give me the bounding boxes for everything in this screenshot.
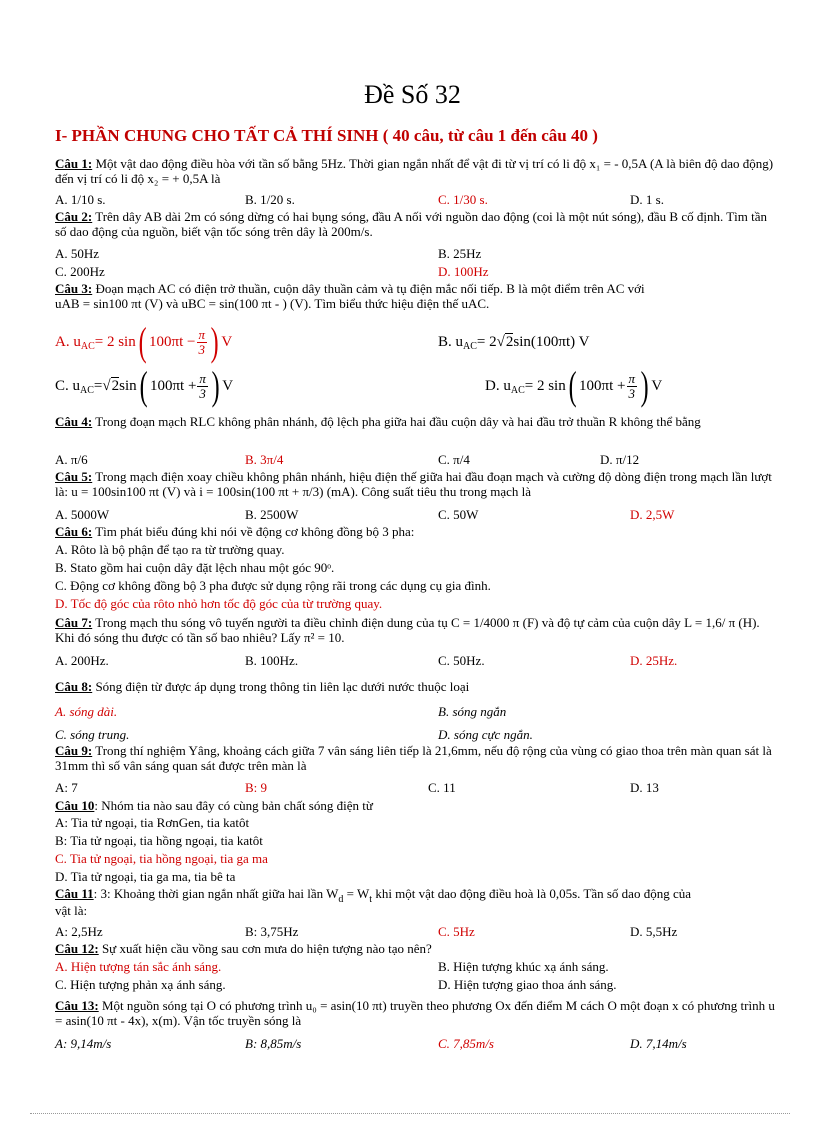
option-c: C. Tia tử ngoại, tia hồng ngoại, tia ga ma	[55, 851, 268, 866]
options-row	[55, 924, 777, 939]
page-title: Đề Số 32	[364, 80, 461, 109]
question-text: : Nhóm tia nào sau đây có cùng bản chất sóng điện từ	[94, 798, 373, 813]
question-label: Câu 5:	[55, 469, 93, 484]
option-c: C. 50Hz.	[438, 653, 485, 668]
option-d: D. 13	[630, 780, 659, 795]
page-footer-divider	[30, 1113, 790, 1114]
question-2	[55, 209, 777, 239]
question-label: Câu 1:	[55, 156, 93, 171]
option-d: D. 7,14m/s	[630, 1036, 687, 1051]
option-c: C. Động cơ không đồng bộ 3 pha được sử dụng rộng rãi trong các dụng cụ gia đình.	[55, 578, 491, 593]
option-a: A. 1/10 s.	[55, 192, 106, 207]
question-10	[55, 798, 777, 813]
question-label: Câu 2:	[55, 209, 93, 224]
option-b: B. Stato gồm hai cuộn dây đặt lệch nhau một góc 90ᵒ.	[55, 560, 335, 575]
question-12	[55, 941, 777, 956]
option-b: B. 3π/4	[245, 452, 284, 467]
option-d: D. Tốc độ góc của rôto nhỏ hơn tốc độ góc của từ trường quay.	[55, 596, 383, 611]
question-4	[55, 414, 777, 429]
question-13	[55, 998, 777, 1028]
question-label: Câu 12:	[55, 941, 99, 956]
option-a: A: 9,14m/s	[55, 1036, 112, 1051]
option-b: B. 100Hz.	[245, 653, 299, 668]
option-b: B: 9	[245, 780, 268, 795]
options-row	[55, 780, 777, 795]
option-b: B. sóng ngắn	[438, 704, 507, 719]
options-row	[55, 1036, 777, 1051]
option-c: C. π/4	[438, 452, 470, 467]
question-text: Đoạn mạch AC có điện trở thuần, cuộn dây thuần cảm và tụ điện mắc nối tiếp. B là một điểm trên AC với	[92, 281, 645, 296]
question-label: Câu 4:	[55, 414, 93, 429]
option-c: C. 11	[428, 780, 456, 795]
option-a: A: Tia tử ngoại, tia RơnGen, tia katôt	[55, 815, 250, 830]
question-6	[55, 524, 777, 539]
question-8	[55, 679, 777, 694]
options-row	[55, 977, 777, 992]
question-text: Trên dây AB dài 2m có sóng dừng có hai bụng sóng, đầu A nối với nguồn dao động (coi là một nút sóng), đầu B cố định. Tìm tần số dao động của nguồn, biết vận tốc sóng trên dây là 200m/s.	[55, 209, 768, 240]
question-label: Câu 9:	[55, 743, 93, 758]
question-label: Câu 3:	[55, 281, 93, 296]
option-d: D. 2,5W	[630, 507, 675, 522]
options-row	[55, 452, 777, 467]
question-11	[55, 886, 777, 918]
option-a: A. 5000W	[55, 507, 110, 522]
option-d: D. 1 s.	[630, 192, 664, 207]
question-label: Câu 6:	[55, 524, 93, 539]
formula-row	[55, 318, 777, 366]
options-row	[55, 959, 777, 974]
option-b: B. u AC = 2 √ 2 sin(100πt) V	[438, 333, 590, 352]
question-text: Tìm phát biểu đúng khi nói về động cơ không đồng bộ 3 pha:	[92, 524, 415, 539]
option-c: C. 1/30 s.	[438, 192, 488, 207]
options-row	[55, 653, 777, 668]
option-a: A: 7	[55, 780, 78, 795]
question-1	[55, 156, 777, 186]
question-7	[55, 615, 777, 645]
question-text: Một vật dao động điều hòa với tần số bằng 5Hz. Thời gian ngắn nhất để vật đi từ vị trí có li độ x₁ = - 0,5A (A là biên độ dao động) đến vị trí có li độ x₂ = + 0,5A là	[55, 156, 774, 187]
option-a: A. 50Hz	[55, 246, 100, 261]
question-label: Câu 13:	[55, 998, 99, 1013]
question-text: Sự xuất hiện cầu vồng sau cơn mưa do hiện tượng nào tạo nên?	[98, 941, 432, 956]
options-row	[55, 264, 777, 279]
option-a: A. Rôto là bộ phận để tạo ra từ trường quay.	[55, 542, 285, 557]
option-d: D. Hiện tượng giao thoa ánh sáng.	[438, 977, 617, 992]
option-d: D. sóng cực ngắn.	[438, 727, 533, 742]
question-text: Sóng điện từ được áp dụng trong thông tin liên lạc dưới nước thuộc loại	[92, 679, 470, 694]
question-9	[55, 743, 777, 773]
option-d: D. 100Hz	[438, 264, 489, 279]
question-label: Câu 7:	[55, 615, 93, 630]
option-a: A. Hiện tượng tán sắc ánh sáng.	[55, 959, 222, 974]
option-c: C. 50W	[438, 507, 479, 522]
option-a: A. sóng dài.	[55, 704, 118, 719]
question-text: Trong đoạn mạch RLC không phân nhánh, độ lệch pha giữa hai đầu cuộn dây và hai đầu trở thuần R không thể bằng	[92, 414, 701, 429]
option-a: A. π/6	[55, 452, 88, 467]
option-b: B: 3,75Hz	[245, 924, 299, 939]
question-text: : 3: Khoảng thời gian ngắn nhất giữa hai lần $W_d = W_t$ khi một vật dao động điều hoà là 0,05s. Tần số dao động của	[93, 886, 691, 905]
option-b: B. 1/20 s.	[245, 192, 295, 207]
question-text: Một nguồn sóng tại O có phương trình u₀ = asin(10 πt) truyền theo phương Ox đến điểm M cách O một đoạn x có phương trình u = asin(10 πt - 4x), x(m). Vận tốc truyền sóng là	[55, 998, 775, 1029]
option-d: D. π/12	[600, 452, 640, 467]
options-row	[55, 727, 777, 742]
option-c: C. 5Hz	[438, 924, 475, 939]
option-c: C. sóng trung.	[55, 727, 130, 742]
option-c: C. 7,85m/s	[438, 1036, 494, 1051]
option-a: A. u AC = 2 sin ( 100πt − $\frac{\pi}{3}$ ) V	[55, 319, 233, 364]
options-row	[55, 704, 777, 719]
option-b: B. 2500W	[245, 507, 299, 522]
option-d: D. u AC = 2 sin ( 100πt + $\frac{\pi}{3}$ ) V	[485, 363, 663, 408]
formula-row	[55, 362, 777, 410]
option-d: D. Tia tử ngoại, tia ga ma, tia bê ta	[55, 869, 236, 884]
question-text-line2: vật là:	[55, 903, 88, 919]
question-5	[55, 469, 777, 499]
option-d: D. 25Hz.	[630, 653, 678, 668]
question-label: Câu 8:	[55, 679, 93, 694]
option-a: A. 200Hz.	[55, 653, 109, 668]
option-b: B: 8,85m/s	[245, 1036, 302, 1051]
options-row	[55, 246, 777, 261]
question-text: Trong mạch điện xoay chiều không phân nhánh, hiệu điện thế giữa hai đầu đoạn mạch và cường độ dòng điện trong mạch lần lượt là: u = 100sin100 πt (V) và i = 100sin(100 πt + π/3) (mA). Công suất tiêu thu trong mạch là	[55, 469, 772, 500]
question-label: Câu 11	[55, 886, 94, 901]
section-heading: I- PHẦN CHUNG CHO TẤT CẢ THÍ SINH ( 40 câu, từ câu 1 đến câu 40 )	[55, 126, 598, 145]
option-c: C. Hiện tượng phản xạ ánh sáng.	[55, 977, 226, 992]
option-b: B: Tia tử ngoại, tia hồng ngoại, tia katôt	[55, 833, 263, 848]
option-d: D. 5,5Hz	[630, 924, 678, 939]
question-text-line2: uAB = sin100 πt (V) và uBC = sin(100 πt - ) (V). Tìm biểu thức hiệu điện thế uAC.	[55, 296, 490, 312]
options-row	[55, 192, 777, 207]
option-b: B. Hiện tượng khúc xạ ánh sáng.	[438, 959, 609, 974]
option-c: C. u AC = √ 2 sin ( 100πt + $\frac{\pi}{3}$ ) V	[55, 363, 234, 408]
question-label: Câu 10	[55, 798, 95, 813]
option-a: A: 2,5Hz	[55, 924, 103, 939]
option-b: B. 25Hz	[438, 246, 482, 261]
options-row	[55, 507, 777, 522]
option-c: C. 200Hz	[55, 264, 105, 279]
question-text: Trong thí nghiệm Yâng, khoảng cách giữa 7 vân sáng liên tiếp là 21,6mm, nếu độ rộng của vùng có giao thoa trên màn quan sát là 31mm thì số vân sáng quan sát được trên màn là	[55, 743, 772, 774]
question-text: Trong mạch thu sóng vô tuyến người ta điều chỉnh điện dung của tụ C = 1/4000 π (F) và độ tự cảm của cuộn dây L = 1,6/ π (H). Khi đó sóng thu được có tần số bao nhiêu? Lấy π² = 10.	[55, 615, 760, 646]
question-3	[55, 281, 777, 311]
